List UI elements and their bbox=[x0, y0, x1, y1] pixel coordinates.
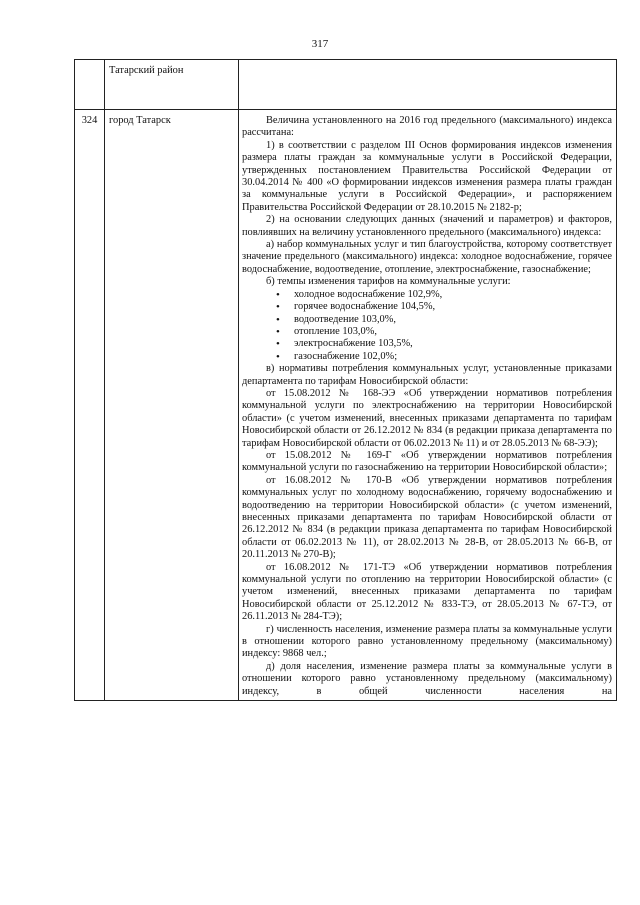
paragraph-norms: в) нормативы потребления коммунальных услуг, установленные приказами департамента по тарифам Новосибирской области: bbox=[242, 363, 612, 387]
district-name: Татарский район bbox=[105, 60, 239, 110]
list-item: • горячее водоснабжение 104,5%, bbox=[294, 301, 612, 313]
list-item: • холодное водоснабжение 102,9%, bbox=[294, 289, 612, 301]
row-number bbox=[75, 60, 105, 110]
list-item: • отопление 103,0%, bbox=[294, 326, 612, 338]
page-number: 317 bbox=[311, 38, 329, 50]
paragraph-population-share: д) доля населения, изменение размера платы за коммунальные услуги в отношении которого равно установленному предельному (максимальному) индексу, в общей численности населения на bbox=[242, 660, 612, 697]
paragraph-order-169: от 15.08.2012 № 169-Г «Об утверждении нормативов потребления коммунальной услуги по газоснабжению на территории Новосибирской области»; bbox=[242, 449, 612, 474]
paragraph-population: г) численность населения, изменение размера платы за коммунальные услуги в отношении которого равно установленному предельному (максимальному) индексу: 9868 чел.; bbox=[242, 623, 612, 660]
table-row bbox=[75, 110, 617, 701]
index-justification bbox=[239, 110, 617, 701]
paragraph-intro: Величина установленного на 2016 год предельного (максимального) индекса рассчитана: bbox=[242, 115, 612, 139]
paragraph-basis-1: 1) в соответствии с разделом III Основ формирования индексов изменения размера платы граждан за коммунальные услуги в Российской Федерации, утвержденных постановлением Правительства Российской Федерации от 30.04.2014 № 400 «О формировании индексов изменения размера платы граждан за коммунальные услуги в Российской Федерации», и распоряжением Правительства Российской Федерации от 28.10.2015 № 2182-р; bbox=[242, 139, 612, 213]
paragraph-services-set: а) набор коммунальных услуг и тип благоустройства, которому соответствует значение предельного (максимального) индекса: холодное водоснабжение, горячее водоснабжение, водоотведение, отопление, электроснабжение, газоснабжение; bbox=[242, 239, 612, 275]
index-table bbox=[74, 59, 617, 701]
paragraph-order-170: от 16.08.2012 № 170-В «Об утверждении нормативов потребления коммунальных услуг по холодному водоснабжению, горячему водоснабжению и водоотведению на территории Новосибирской области» (с учетом изменений, внесенных приказами департамента по тарифам Новосибирской области от 26.12.2012 № 834 (в редакции приказа департамента по тарифам Новосибирской области от 06.02.2013 № 11), от 28.02.2013 № 28-В, от 28.05.2013 № 66-В, от 20.11.2013 № 270-В); bbox=[242, 474, 612, 561]
list-item: • электроснабжение 103,5%, bbox=[294, 338, 612, 350]
paragraph-order-168: от 15.08.2012 № 168-ЭЭ «Об утверждении нормативов потребления коммунальной услуги по электроснабжению на территории Новосибирской области» (с учетом изменений, внесенных приказами департамента по тарифам Новосибирской области от 26.12.2012 № 834 (в редакции приказа департамента по тарифам Новосибирской области от 06.02.2013 № 11) и от 28.05.2013 № 68-ЭЭ); bbox=[242, 387, 612, 449]
paragraph-tariff-rates: б) темпы изменения тарифов на коммунальные услуги: bbox=[266, 276, 511, 288]
municipality-name: город Татарск bbox=[105, 110, 239, 701]
list-item: • водоотведение 103,0%, bbox=[294, 314, 612, 326]
row-number: 324 bbox=[75, 110, 105, 701]
tariff-list bbox=[242, 289, 612, 363]
list-item: • газоснабжение 102,0%; bbox=[294, 351, 612, 363]
paragraph-basis-2: 2) на основании следующих данных (значений и параметров) и факторов, повлиявших на величину установленного предельного (максимального) индекса: bbox=[242, 214, 612, 238]
paragraph-order-171: от 16.08.2012 № 171-ТЭ «Об утверждении нормативов потребления коммунальной услуги по отоплению на территории Новосибирской области» (с учетом изменений, внесенных приказами департамента по тарифам Новосибирской области от 25.12.2012 № 833-ТЭ, от 28.05.2013 № 67-ТЭ, от 26.11.2013 № 284-ТЭ); bbox=[242, 561, 612, 623]
table-row bbox=[75, 60, 617, 110]
